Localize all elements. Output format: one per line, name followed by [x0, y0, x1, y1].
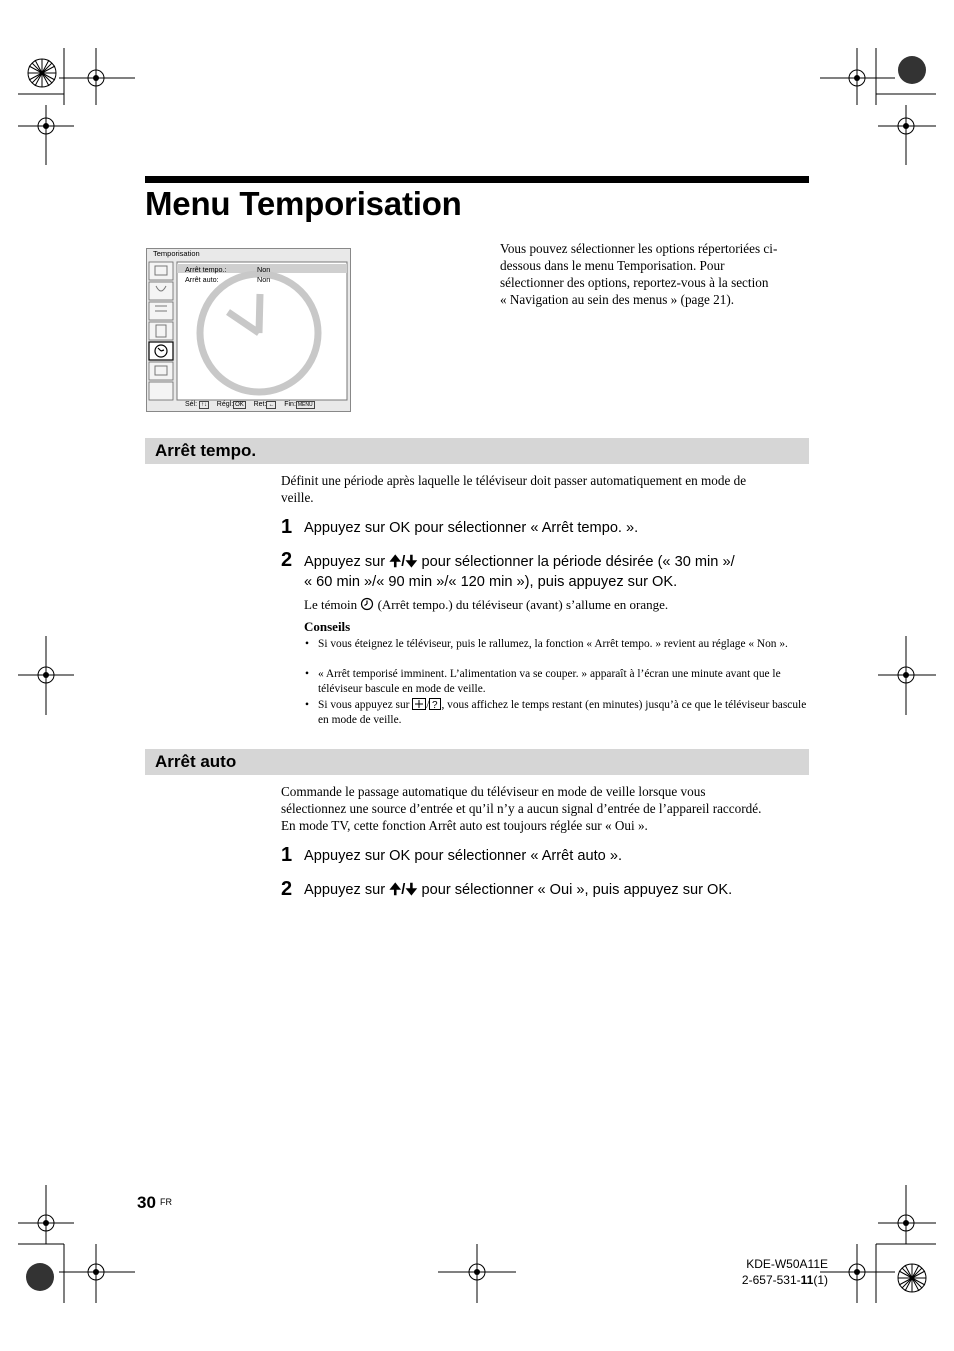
step-text: Appuyez sur 🠉/🠋 pour sélectionner « Oui », puis appuyez sur OK. [304, 882, 733, 898]
title-rule [145, 176, 809, 183]
section-header-bar [145, 749, 809, 775]
tip-item: • Si vous appuyez sur / ? , vous affichez le temps restant (en minutes) jusqu’à ce que le téléviseur bascule en mode de veille. [305, 699, 807, 726]
page-title: Menu Temporisation [145, 185, 462, 222]
ok-key: OK [235, 402, 244, 408]
model-number: KDE-W50A11E [746, 1257, 828, 1271]
updown-icon: ↑↓ [201, 402, 208, 408]
tv-menu-footer: Sél: ↑↓ Régl: OK Ret: ← Fin: MENU [185, 401, 313, 408]
step-text: Appuyez sur OK pour sélectionner « Arrêt auto ». [304, 848, 622, 864]
tv-menu-row-value: Non [257, 265, 271, 274]
tv-menu-row-label: Arrêt auto: [185, 275, 219, 284]
section-heading-arret-tempo: Arrêt tempo. [155, 441, 257, 460]
model-info [700, 1256, 828, 1288]
tips-heading: Conseils [304, 619, 351, 634]
part-code: 2-657-531-11(1) [741, 1273, 828, 1287]
tv-menu-title: Temporisation [153, 249, 200, 258]
timer-indicator-note: Le témoin (Arrêt tempo.) du téléviseur (avant) s’allume en orange. [304, 597, 669, 612]
step-text: Appuyez sur 🠉/🠋 pour sélectionner la période désirée (« 30 min »/ « 60 min »/« 90 min »/« 120 min »), puis appuyez sur OK. [304, 554, 735, 590]
step-number: 1 [281, 516, 293, 538]
language-code: FR [160, 1197, 172, 1207]
tip-item: • Si vous éteignez le téléviseur, puis le rallumez, la fonction « Arrêt tempo. » revient au réglage « Non ». [305, 638, 788, 650]
tip-item: • « Arrêt temporisé imminent. L’alimentation va se couper. » apparaît à l’écran une minute avant que le téléviseur bascule en mode de veille. [305, 668, 781, 695]
step-number: 1 [281, 844, 293, 866]
step-number: 2 [281, 549, 293, 571]
left-arrow-icon: ← [268, 402, 275, 408]
up-down-arrow-icon: 🠉/🠋 [389, 554, 418, 570]
section1-description: Définit une période après laquelle le téléviseur doit passer automatiquement en mode de veille. [281, 473, 747, 505]
section-heading-arret-auto: Arrêt auto [155, 752, 237, 771]
step-number: 2 [281, 878, 293, 900]
section2-description: Commande le passage automatique du téléviseur en mode de veille lorsque vous sélectionnez une source d’entrée et qu’il n’y a aucun signal d’entrée de l’appareil raccordé. En mode TV, cette fonction Arrêt auto est toujours réglée sur « Oui ». [281, 784, 762, 833]
tv-menu-screenshot [146, 248, 351, 412]
page-number: 30 [137, 1193, 156, 1212]
svg-text:?: ? [432, 700, 439, 710]
up-down-arrow-icon: 🠉/🠋 [389, 882, 418, 898]
tv-menu-row-label: Arrêt tempo.: [185, 265, 227, 274]
menu-key: MENU [297, 402, 313, 408]
step-text: Appuyez sur OK pour sélectionner « Arrêt tempo. ». [304, 520, 639, 536]
tv-menu-row-value: Non [257, 275, 271, 284]
intro-text: Vous pouvez sélectionner les options répertoriées ci- dessous dans le menu Temporisation. Pour sélectionner des options, reportez-vous à la section « Navigation au sein des menus » (page 21). [500, 241, 778, 307]
help-key-icon [429, 698, 441, 710]
info-key-icon [412, 698, 426, 710]
timer-indicator-icon [360, 597, 374, 611]
